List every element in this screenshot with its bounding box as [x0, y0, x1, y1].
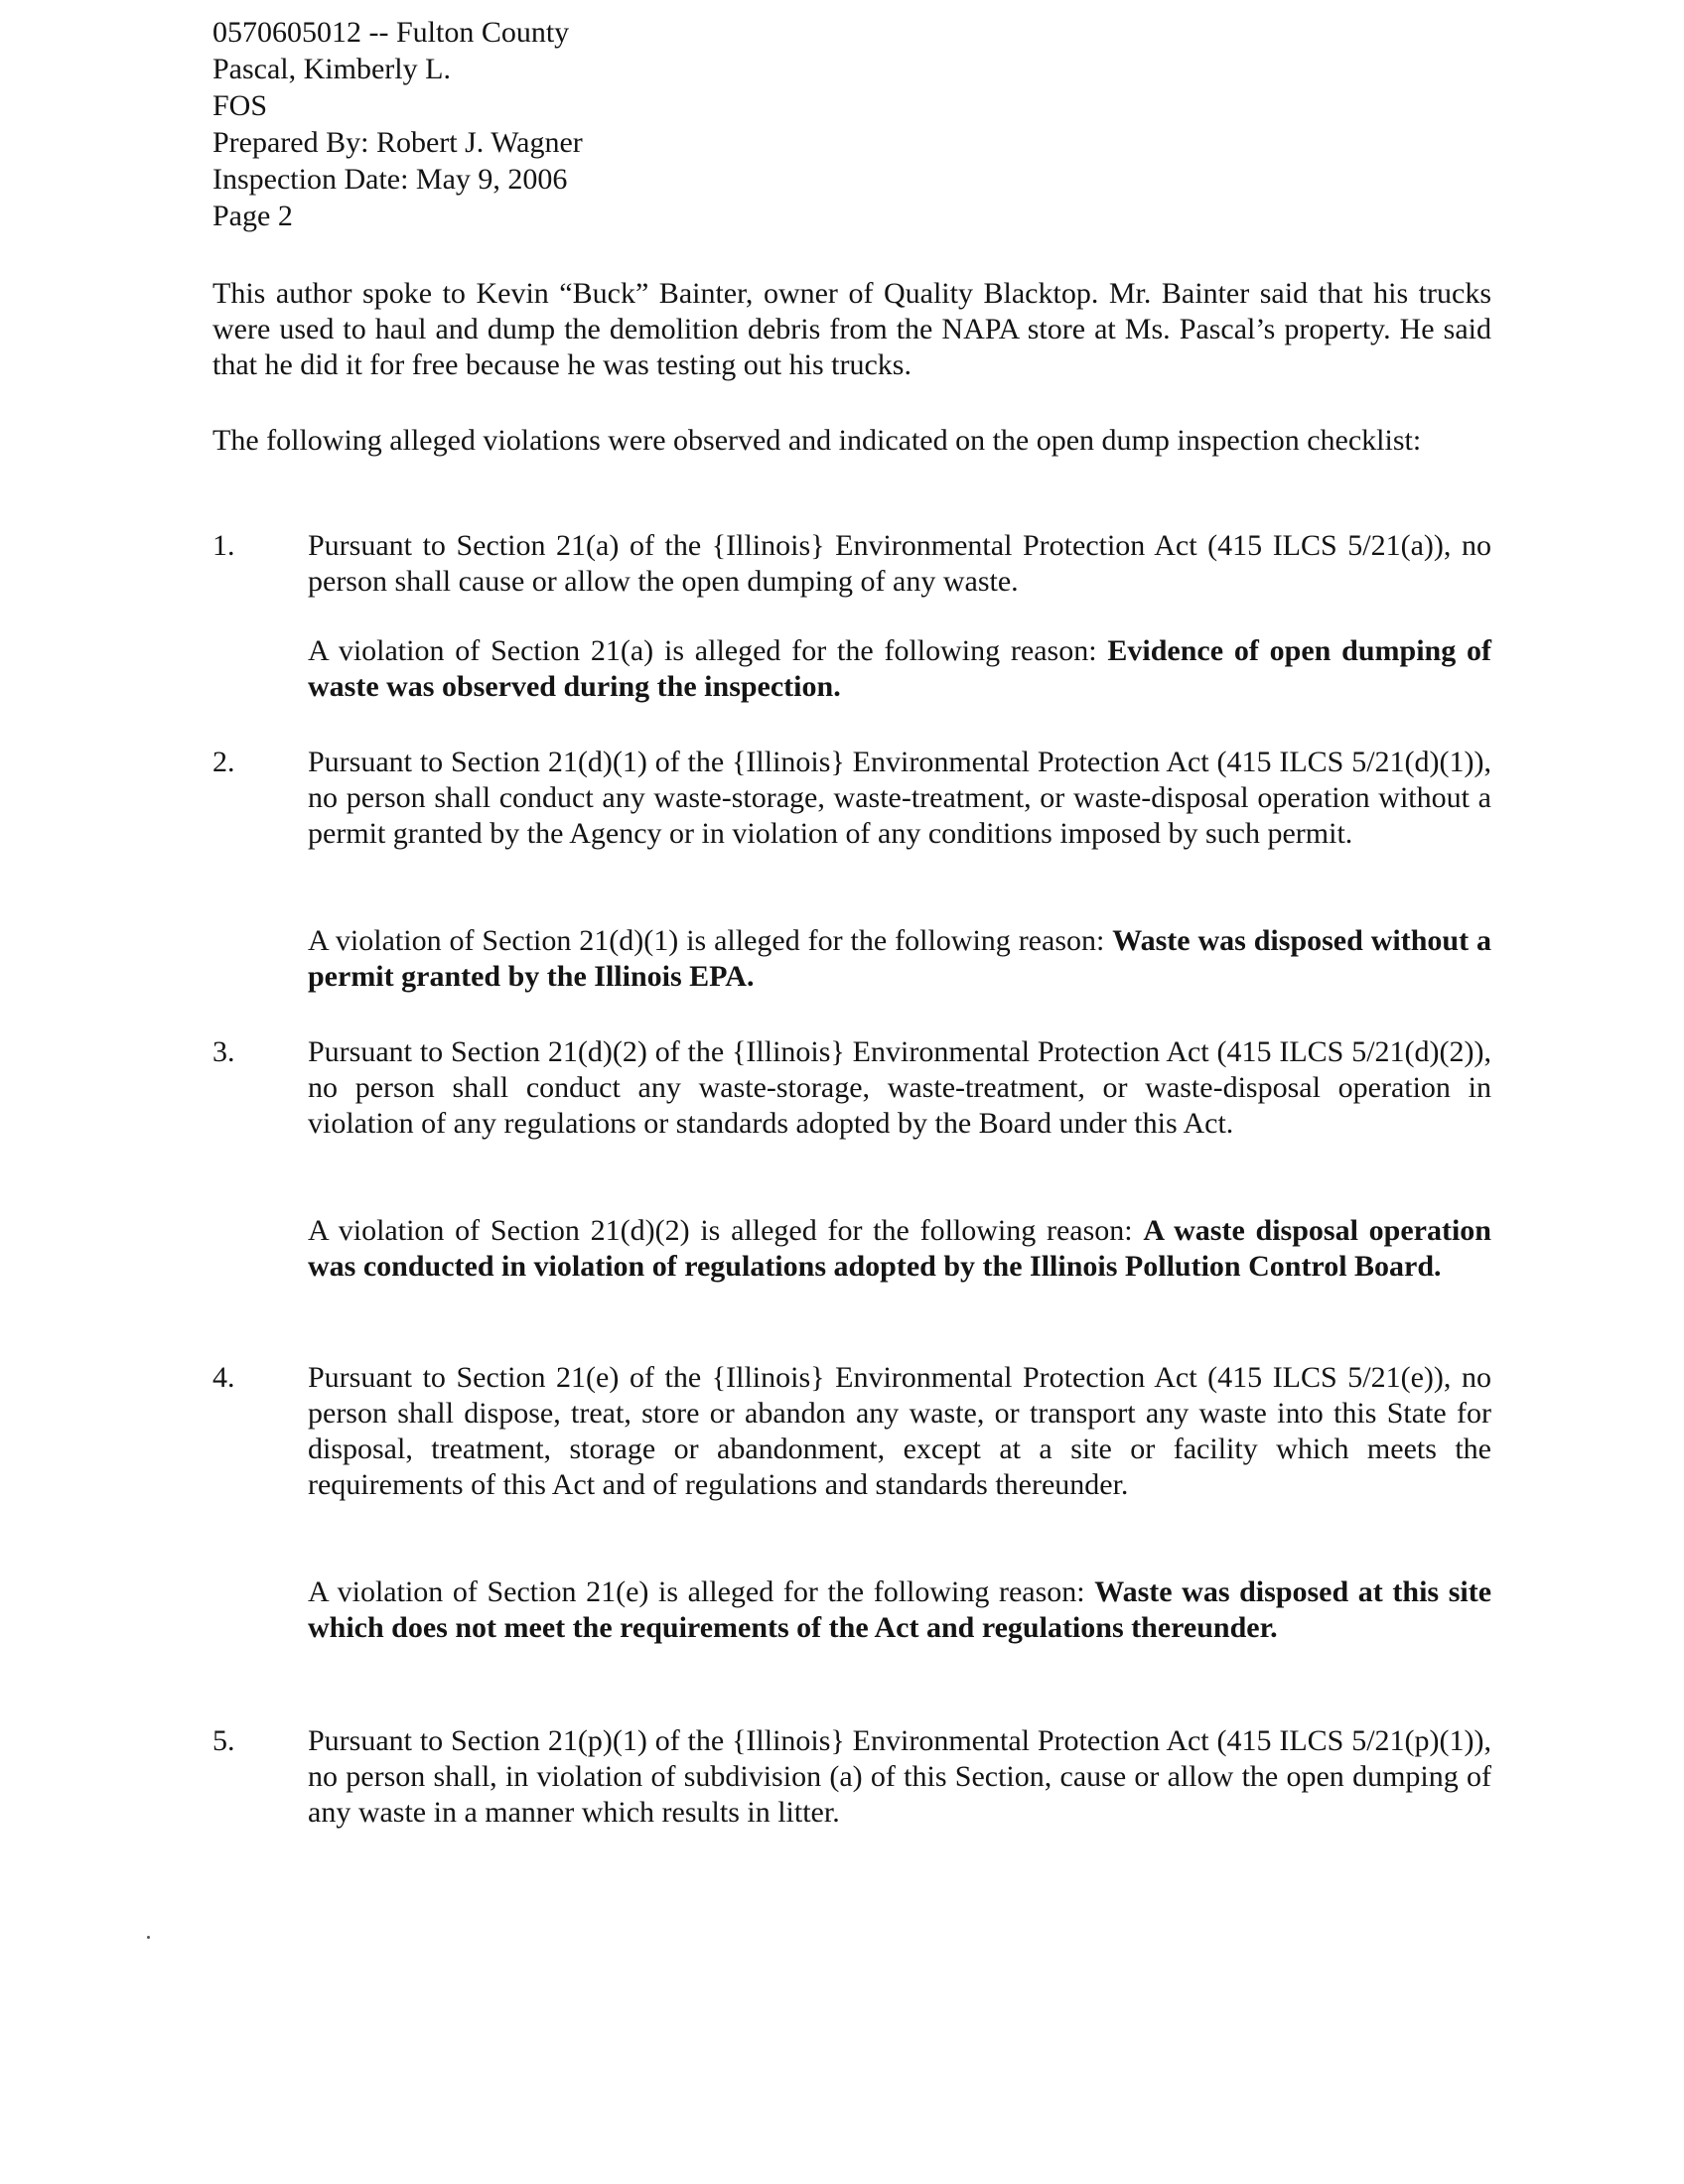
violation-text: Pursuant to Section 21(a) of the {Illinois} Environmental Protection Act (415 ILCS 5/21(a)), no person shall cause or allow the open dumping of any waste. [308, 529, 1491, 598]
header-office: FOS [212, 89, 268, 122]
violation-number: 4. [212, 1361, 235, 1394]
violation-reason [308, 1213, 1491, 1285]
lead-paragraph: The following alleged violations were observed and indicated on the open dump inspection checklist: [212, 424, 1422, 457]
violation-number: 3. [212, 1035, 235, 1068]
scan-speck [147, 1936, 150, 1939]
reason-bold: Waste was disposed at this site which does not meet the requirements of the Act and regulations thereunder. [308, 1575, 1492, 1644]
header-inspection-date: Inspection Date: May 9, 2006 [212, 163, 568, 196]
violation-reason [308, 633, 1491, 705]
header-file-number: 0570605012 -- Fulton County [212, 16, 570, 49]
violation-text: Pursuant to Section 21(d)(2) of the {Illinois} Environmental Protection Act (415 ILCS 5/21(d)(2)), no person shall conduct any waste-storage, waste-treatment, or waste-disposal operation in violation of any regulations or standards adopted by the Board under this Act. [308, 1035, 1491, 1140]
header-name: Pascal, Kimberly L. [212, 53, 451, 85]
violation-item [212, 1723, 1491, 1831]
intro-paragraph: This author spoke to Kevin “Buck” Bainter, owner of Quality Blacktop. Mr. Bainter said that his trucks were used to haul and dump the demolition debris from the NAPA store at Ms. Pascal’s property. He said that he did it for free because he was testing out his trucks. [212, 277, 1491, 381]
document-header [212, 14, 583, 234]
header-prepared-by: Prepared By: Robert J. Wagner [212, 126, 583, 159]
reason-prefix: A violation of Section 21(e) is alleged for the following reason: [308, 1575, 1095, 1608]
violation-text: Pursuant to Section 21(p)(1) of the {Illinois} Environmental Protection Act (415 ILCS 5/21(p)(1)), no person shall, in violation of subdivision (a) of this Section, cause or allow the open dumping of any waste in a manner which results in litter. [308, 1724, 1491, 1829]
violation-number: 2. [212, 746, 235, 778]
violation-item [212, 1034, 1491, 1142]
reason-bold: Evidence of open dumping of waste was observed during the inspection. [308, 634, 1492, 703]
violation-text: Pursuant to Section 21(e) of the {Illinois} Environmental Protection Act (415 ILCS 5/21(e)), no person shall dispose, treat, store or abandon any waste, or transport any waste into this State for disposal, treatment, storage or abandonment, except at a site or facility which meets the requirements of this Act and of regulations and standards thereunder. [308, 1361, 1491, 1501]
violation-number: 5. [212, 1724, 235, 1757]
violation-item [212, 1360, 1491, 1503]
violation-item [212, 745, 1491, 852]
violation-text: Pursuant to Section 21(d)(1) of the {Illinois} Environmental Protection Act (415 ILCS 5/21(d)(1)), no person shall conduct any waste-storage, waste-treatment, or waste-disposal operation without a permit granted by the Agency or in violation of any conditions imposed by such permit. [308, 746, 1491, 850]
reason-bold: Waste was disposed without a permit granted by the Illinois EPA. [308, 924, 1491, 993]
header-page-number: Page 2 [212, 200, 293, 232]
reason-prefix: A violation of Section 21(d)(2) is alleged for the following reason: [308, 1214, 1144, 1247]
violation-number: 1. [212, 529, 235, 562]
violation-item [212, 528, 1491, 600]
reason-bold: A waste disposal operation was conducted in violation of regulations adopted by the Illinois Pollution Control Board. [308, 1214, 1491, 1283]
reason-prefix: A violation of Section 21(a) is alleged for the following reason: [308, 634, 1108, 667]
violation-reason [308, 923, 1491, 995]
violation-reason [308, 1574, 1491, 1646]
reason-prefix: A violation of Section 21(d)(1) is alleged for the following reason: [308, 924, 1113, 957]
